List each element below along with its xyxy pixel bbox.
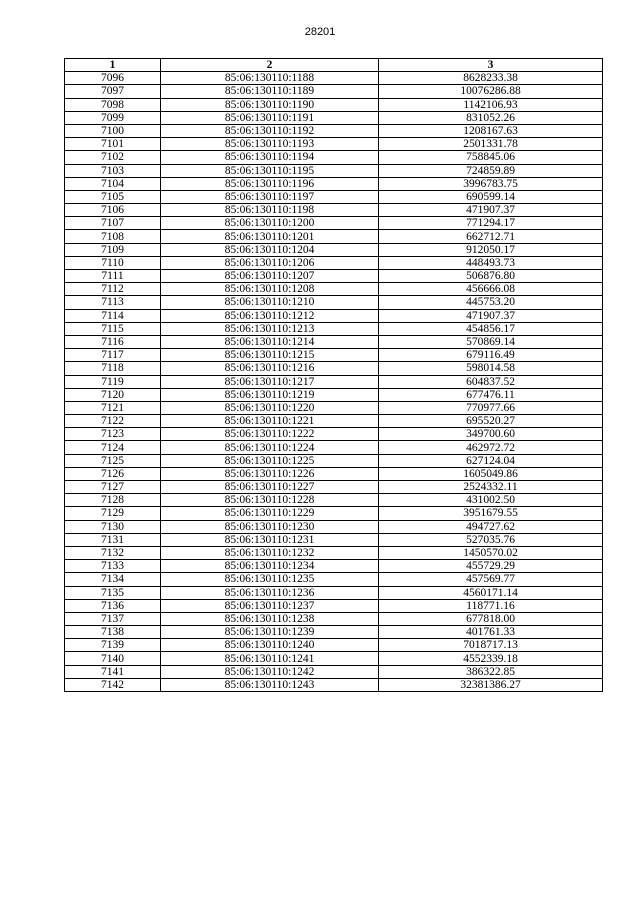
value-cell: 3951679.55 (379, 507, 603, 520)
value-cell: 679116.49 (379, 349, 603, 362)
table-row (65, 138, 603, 151)
value-cell: 32381386.27 (379, 678, 603, 691)
table-row (65, 270, 603, 283)
cadastral-number-cell: 85:06:130110:1224 (161, 441, 379, 454)
row-number-cell: 7122 (65, 415, 161, 428)
row-number-cell: 7140 (65, 652, 161, 665)
table-row (65, 177, 603, 190)
value-cell: 570869.14 (379, 335, 603, 348)
table-row (65, 520, 603, 533)
cadastral-number-cell: 85:06:130110:1207 (161, 270, 379, 283)
table-row (65, 586, 603, 599)
value-cell: 401761.33 (379, 626, 603, 639)
cadastral-number-cell: 85:06:130110:1221 (161, 415, 379, 428)
row-number-cell: 7124 (65, 441, 161, 454)
cadastral-number-cell: 85:06:130110:1210 (161, 296, 379, 309)
value-cell: 4552339.18 (379, 652, 603, 665)
table-row (65, 546, 603, 559)
table-row (65, 494, 603, 507)
value-cell: 349700.60 (379, 428, 603, 441)
cadastral-number-cell: 85:06:130110:1200 (161, 217, 379, 230)
column-header-1: 1 (65, 59, 161, 72)
row-number-cell: 7111 (65, 270, 161, 283)
value-cell: 7018717.13 (379, 639, 603, 652)
row-number-cell: 7117 (65, 349, 161, 362)
value-cell: 677818.00 (379, 612, 603, 625)
cadastral-number-cell: 85:06:130110:1232 (161, 546, 379, 559)
table-row (65, 309, 603, 322)
cadastral-number-cell: 85:06:130110:1208 (161, 283, 379, 296)
value-cell: 627124.04 (379, 454, 603, 467)
table-row (65, 151, 603, 164)
value-cell: 1142106.93 (379, 98, 603, 111)
row-number-cell: 7109 (65, 243, 161, 256)
row-number-cell: 7115 (65, 322, 161, 335)
value-cell: 4560171.14 (379, 586, 603, 599)
cadastral-number-cell: 85:06:130110:1242 (161, 665, 379, 678)
row-number-cell: 7120 (65, 388, 161, 401)
cadastral-number-cell: 85:06:130110:1204 (161, 243, 379, 256)
table-row (65, 626, 603, 639)
table-row (65, 204, 603, 217)
table-row (65, 441, 603, 454)
cadastral-number-cell: 85:06:130110:1234 (161, 560, 379, 573)
value-cell: 2501331.78 (379, 138, 603, 151)
row-number-cell: 7098 (65, 98, 161, 111)
value-cell: 662712.71 (379, 230, 603, 243)
value-cell: 386322.85 (379, 665, 603, 678)
data-table (64, 58, 603, 692)
cadastral-number-cell: 85:06:130110:1196 (161, 177, 379, 190)
row-number-cell: 7118 (65, 362, 161, 375)
value-cell: 462972.72 (379, 441, 603, 454)
row-number-cell: 7107 (65, 217, 161, 230)
row-number-cell: 7106 (65, 204, 161, 217)
table-row (65, 243, 603, 256)
value-cell: 494727.62 (379, 520, 603, 533)
table-row (65, 573, 603, 586)
value-cell: 118771.16 (379, 599, 603, 612)
row-number-cell: 7105 (65, 190, 161, 203)
row-number-cell: 7100 (65, 124, 161, 137)
value-cell: 454856.17 (379, 322, 603, 335)
table-row (65, 217, 603, 230)
value-cell: 770977.66 (379, 401, 603, 414)
row-number-cell: 7112 (65, 283, 161, 296)
row-number-cell: 7142 (65, 678, 161, 691)
cadastral-number-cell: 85:06:130110:1188 (161, 72, 379, 85)
row-number-cell: 7136 (65, 599, 161, 612)
cadastral-number-cell: 85:06:130110:1226 (161, 467, 379, 480)
cadastral-number-cell: 85:06:130110:1192 (161, 124, 379, 137)
table-row (65, 467, 603, 480)
cadastral-number-cell: 85:06:130110:1216 (161, 362, 379, 375)
table-row (65, 533, 603, 546)
value-cell: 677476.11 (379, 388, 603, 401)
value-cell: 431002.50 (379, 494, 603, 507)
row-number-cell: 7126 (65, 467, 161, 480)
row-number-cell: 7141 (65, 665, 161, 678)
row-number-cell: 7114 (65, 309, 161, 322)
row-number-cell: 7137 (65, 612, 161, 625)
cadastral-number-cell: 85:06:130110:1238 (161, 612, 379, 625)
row-number-cell: 7128 (65, 494, 161, 507)
row-number-cell: 7110 (65, 256, 161, 269)
value-cell: 912050.17 (379, 243, 603, 256)
value-cell: 1450570.02 (379, 546, 603, 559)
column-header-2: 2 (161, 59, 379, 72)
cadastral-number-cell: 85:06:130110:1225 (161, 454, 379, 467)
value-cell: 3996783.75 (379, 177, 603, 190)
table-row (65, 72, 603, 85)
row-number-cell: 7131 (65, 533, 161, 546)
table-row (65, 283, 603, 296)
row-number-cell: 7121 (65, 401, 161, 414)
row-number-cell: 7130 (65, 520, 161, 533)
row-number-cell: 7133 (65, 560, 161, 573)
cadastral-number-cell: 85:06:130110:1198 (161, 204, 379, 217)
table-row (65, 362, 603, 375)
row-number-cell: 7134 (65, 573, 161, 586)
cadastral-number-cell: 85:06:130110:1206 (161, 256, 379, 269)
row-number-cell: 7129 (65, 507, 161, 520)
row-number-cell: 7102 (65, 151, 161, 164)
table-row (65, 256, 603, 269)
cadastral-number-cell: 85:06:130110:1194 (161, 151, 379, 164)
value-cell: 604837.52 (379, 375, 603, 388)
cadastral-number-cell: 85:06:130110:1227 (161, 481, 379, 494)
cadastral-number-cell: 85:06:130110:1219 (161, 388, 379, 401)
cadastral-number-cell: 85:06:130110:1193 (161, 138, 379, 151)
row-number-cell: 7097 (65, 85, 161, 98)
table-row (65, 98, 603, 111)
cadastral-number-cell: 85:06:130110:1189 (161, 85, 379, 98)
table-row (65, 454, 603, 467)
value-cell: 448493.73 (379, 256, 603, 269)
cadastral-number-cell: 85:06:130110:1230 (161, 520, 379, 533)
row-number-cell: 7108 (65, 230, 161, 243)
table-row (65, 190, 603, 203)
table-row (65, 428, 603, 441)
table-row (65, 639, 603, 652)
cadastral-number-cell: 85:06:130110:1235 (161, 573, 379, 586)
cadastral-number-cell: 85:06:130110:1222 (161, 428, 379, 441)
row-number-cell: 7103 (65, 164, 161, 177)
cadastral-number-cell: 85:06:130110:1228 (161, 494, 379, 507)
value-cell: 1208167.63 (379, 124, 603, 137)
cadastral-number-cell: 85:06:130110:1212 (161, 309, 379, 322)
cadastral-number-cell: 85:06:130110:1191 (161, 111, 379, 124)
value-cell: 10076286.88 (379, 85, 603, 98)
table-row (65, 415, 603, 428)
table-row (65, 335, 603, 348)
cadastral-number-cell: 85:06:130110:1217 (161, 375, 379, 388)
cadastral-number-cell: 85:06:130110:1197 (161, 190, 379, 203)
value-cell: 690599.14 (379, 190, 603, 203)
row-number-cell: 7127 (65, 481, 161, 494)
row-number-cell: 7113 (65, 296, 161, 309)
value-cell: 695520.27 (379, 415, 603, 428)
value-cell: 445753.20 (379, 296, 603, 309)
value-cell: 831052.26 (379, 111, 603, 124)
cadastral-number-cell: 85:06:130110:1243 (161, 678, 379, 691)
row-number-cell: 7116 (65, 335, 161, 348)
table-row (65, 401, 603, 414)
row-number-cell: 7099 (65, 111, 161, 124)
value-cell: 1605049.86 (379, 467, 603, 480)
cadastral-number-cell: 85:06:130110:1215 (161, 349, 379, 362)
value-cell: 598014.58 (379, 362, 603, 375)
table-row (65, 349, 603, 362)
value-cell: 506876.80 (379, 270, 603, 283)
cadastral-number-cell: 85:06:130110:1229 (161, 507, 379, 520)
row-number-cell: 7138 (65, 626, 161, 639)
cadastral-number-cell: 85:06:130110:1236 (161, 586, 379, 599)
value-cell: 527035.76 (379, 533, 603, 546)
table-row (65, 665, 603, 678)
row-number-cell: 7096 (65, 72, 161, 85)
value-cell: 456666.08 (379, 283, 603, 296)
table-row (65, 111, 603, 124)
value-cell: 471907.37 (379, 309, 603, 322)
value-cell: 455729.29 (379, 560, 603, 573)
table-row (65, 388, 603, 401)
table-row (65, 85, 603, 98)
table-row (65, 124, 603, 137)
table-row (65, 678, 603, 691)
table-row (65, 652, 603, 665)
value-cell: 771294.17 (379, 217, 603, 230)
cadastral-number-cell: 85:06:130110:1237 (161, 599, 379, 612)
cadastral-number-cell: 85:06:130110:1241 (161, 652, 379, 665)
value-cell: 758845.06 (379, 151, 603, 164)
cadastral-number-cell: 85:06:130110:1214 (161, 335, 379, 348)
table-row (65, 230, 603, 243)
table-row (65, 507, 603, 520)
cadastral-number-cell: 85:06:130110:1231 (161, 533, 379, 546)
table-row (65, 375, 603, 388)
row-number-cell: 7119 (65, 375, 161, 388)
row-number-cell: 7104 (65, 177, 161, 190)
table-row (65, 296, 603, 309)
value-cell: 457569.77 (379, 573, 603, 586)
row-number-cell: 7132 (65, 546, 161, 559)
row-number-cell: 7101 (65, 138, 161, 151)
cadastral-number-cell: 85:06:130110:1213 (161, 322, 379, 335)
row-number-cell: 7125 (65, 454, 161, 467)
table-row (65, 599, 603, 612)
table-row (65, 560, 603, 573)
column-header-3: 3 (379, 59, 603, 72)
cadastral-number-cell: 85:06:130110:1239 (161, 626, 379, 639)
cadastral-number-cell: 85:06:130110:1220 (161, 401, 379, 414)
table-body (65, 72, 603, 692)
cadastral-number-cell: 85:06:130110:1195 (161, 164, 379, 177)
table-row (65, 612, 603, 625)
value-cell: 2524332.11 (379, 481, 603, 494)
row-number-cell: 7123 (65, 428, 161, 441)
value-cell: 8628233.38 (379, 72, 603, 85)
cadastral-number-cell: 85:06:130110:1201 (161, 230, 379, 243)
table-row (65, 164, 603, 177)
value-cell: 724859.89 (379, 164, 603, 177)
table-row (65, 481, 603, 494)
value-cell: 471907.37 (379, 204, 603, 217)
page-number: 28201 (304, 26, 336, 38)
table-row (65, 322, 603, 335)
row-number-cell: 7135 (65, 586, 161, 599)
cadastral-number-cell: 85:06:130110:1240 (161, 639, 379, 652)
table-header-row (65, 59, 603, 72)
cadastral-number-cell: 85:06:130110:1190 (161, 98, 379, 111)
row-number-cell: 7139 (65, 639, 161, 652)
